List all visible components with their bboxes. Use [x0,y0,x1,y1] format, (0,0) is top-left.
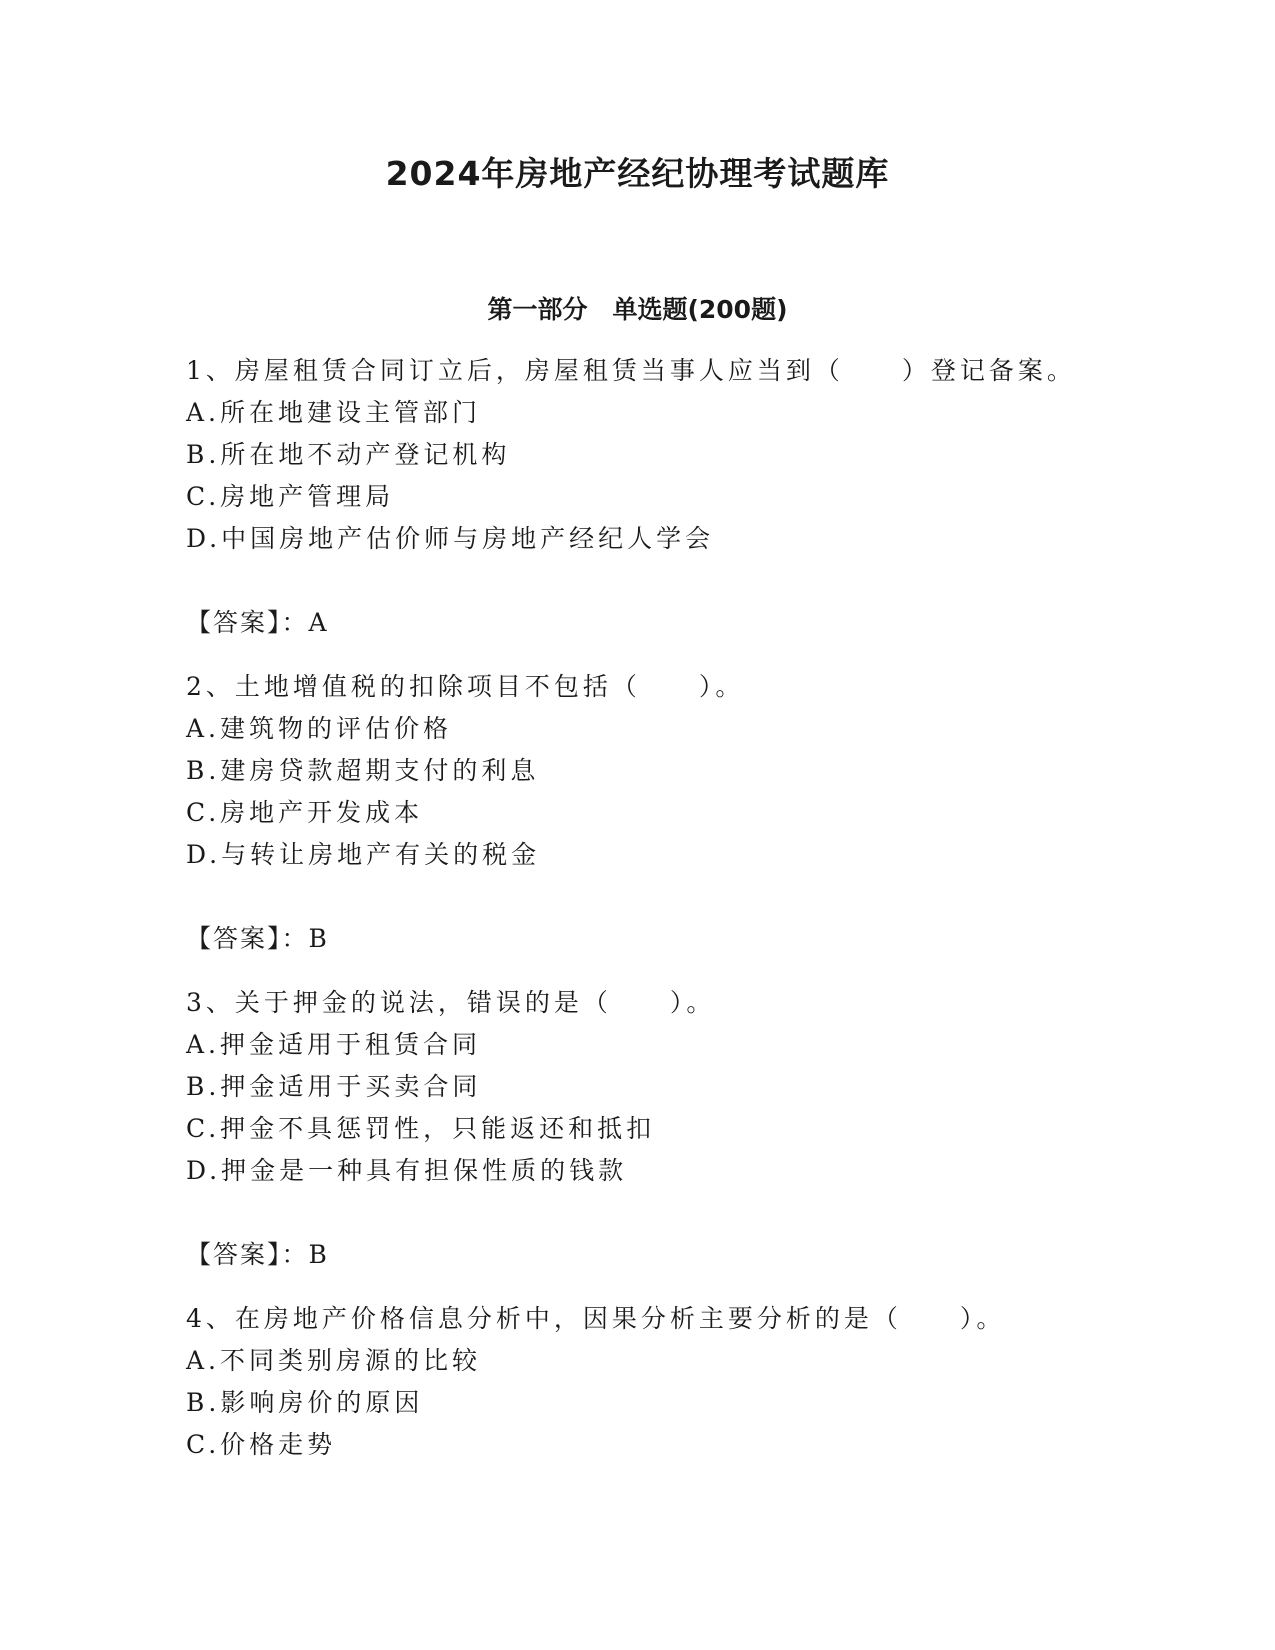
question-stem: 3、关于押金的说法，错误的是（ ）。 [186,988,716,1017]
answer-label: 【答案】： [186,924,309,953]
document-title: 2024年房地产经纪协理考试题库 [385,154,890,193]
answer-value: B [308,924,331,953]
option-c: C.房地产开发成本 [186,798,424,827]
question-list [186,350,1186,1466]
option-a: A.所在地建设主管部门 [186,398,482,427]
option-b: B.影响房价的原因 [186,1388,424,1417]
question-stem: 1、房屋租赁合同订立后，房屋租赁当事人应当到（ ）登记备案。 [186,356,1076,385]
answer-line [186,918,1186,960]
answer-value: A [308,608,331,637]
question-3 [186,982,1186,1276]
answer-line [186,1234,1186,1276]
option-d: D.押金是一种具有担保性质的钱款 [186,1156,628,1185]
question-stem: 2、土地增值税的扣除项目不包括（ ）。 [186,672,745,701]
answer-label: 【答案】： [186,1240,309,1269]
question-2 [186,666,1186,960]
answer-line [186,602,1186,644]
option-c: C.价格走势 [186,1430,337,1459]
option-b: B.押金适用于买卖合同 [186,1072,482,1101]
option-b: B.所在地不动产登记机构 [186,440,511,469]
option-d: D.与转让房地产有关的税金 [186,840,541,869]
section-title: 第一部分 单选题(200题) [487,295,788,324]
option-a: A.不同类别房源的比较 [186,1346,482,1375]
question-stem: 4、在房地产价格信息分析中，因果分析主要分析的是（ ）。 [186,1304,1006,1333]
answer-value: B [308,1240,331,1269]
option-a: A.押金适用于租赁合同 [186,1030,482,1059]
option-b: B.建房贷款超期支付的利息 [186,756,540,785]
option-a: A.建筑物的评估价格 [186,714,453,743]
question-1 [186,350,1186,644]
option-d: D.中国房地产估价师与房地产经纪人学会 [186,524,715,553]
question-4 [186,1298,1186,1466]
option-c: C.房地产管理局 [186,482,395,511]
answer-label: 【答案】： [186,608,309,637]
option-c: C.押金不具惩罚性，只能返还和抵扣 [186,1114,656,1143]
